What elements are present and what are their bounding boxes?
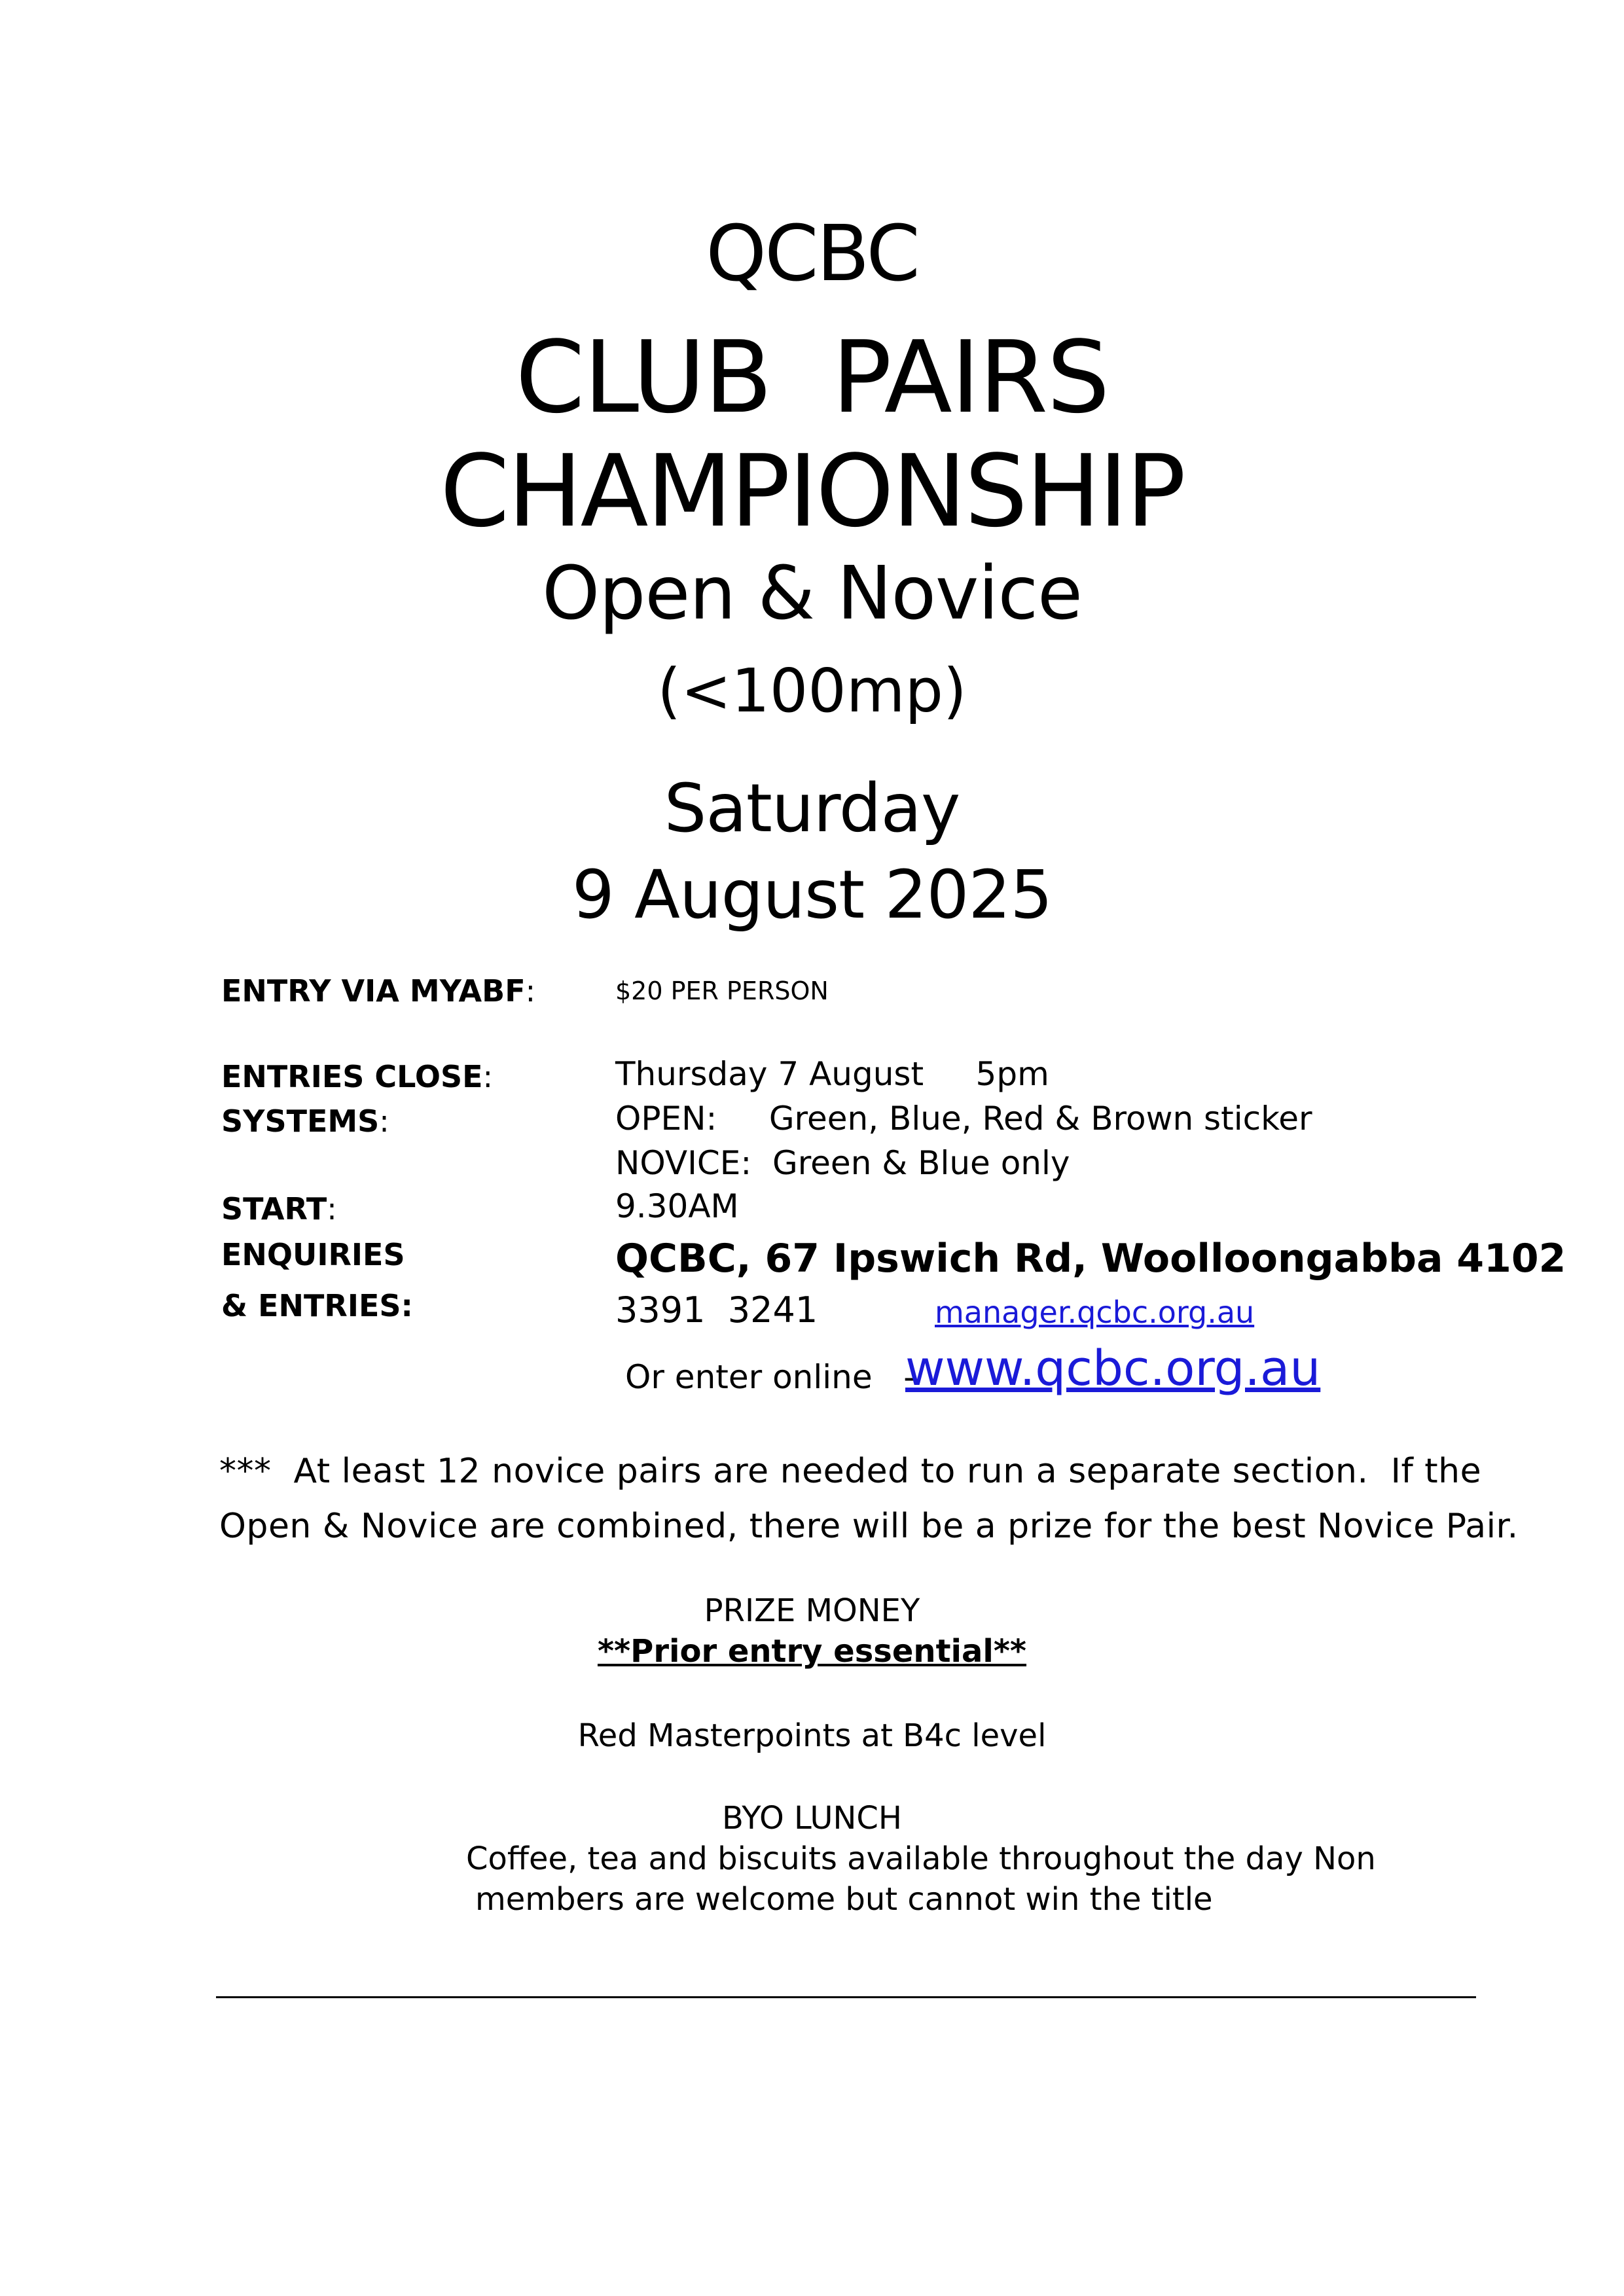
restriction: (<100mp) xyxy=(657,656,967,726)
title-line-1: CLUB PAIRS xyxy=(515,319,1109,435)
prize-money: PRIZE MONEY xyxy=(704,1592,920,1629)
start-label: START: xyxy=(221,1191,337,1227)
systems-label: SYSTEMS: xyxy=(221,1103,389,1139)
event-day: Saturday xyxy=(664,770,960,848)
entry-label: ENTRY VIA MYABF: xyxy=(221,973,536,1009)
novice-note-line-1: *** At least 12 novice pairs are needed to run a separate section. If the xyxy=(219,1452,1482,1491)
enquiries-label: ENQUIRIES xyxy=(221,1237,405,1272)
masterpoints: Red Masterpoints at B4c level xyxy=(577,1717,1047,1754)
title-line-2: CHAMPIONSHIP xyxy=(440,433,1184,549)
entries-label: & ENTRIES: xyxy=(221,1288,413,1323)
refreshments-line-2: members are welcome but cannot win the title xyxy=(475,1881,1213,1918)
bottom-divider xyxy=(216,1996,1476,1998)
venue-address: QCBC, 67 Ipswich Rd, Woolloongabba 4102 xyxy=(615,1236,1566,1282)
novice-note-line-2: Open & Novice are combined, there will be a prize for the best Novice Pair. xyxy=(219,1507,1519,1546)
online-text: Or enter online - xyxy=(625,1358,916,1396)
byo-lunch: BYO LUNCH xyxy=(721,1800,903,1837)
close-date: Thursday 7 August 5pm xyxy=(615,1055,1049,1093)
subtitle: Open & Novice xyxy=(542,551,1082,636)
phone-number: 3391 3241 xyxy=(615,1289,818,1331)
close-label: ENTRIES CLOSE: xyxy=(221,1059,493,1094)
website-link[interactable]: www.qcbc.org.au xyxy=(905,1340,1321,1397)
start-time: 9.30AM xyxy=(615,1187,739,1225)
org-name: QCBC xyxy=(706,208,918,298)
event-date: 9 August 2025 xyxy=(571,856,1053,934)
systems-novice: NOVICE: Green & Blue only xyxy=(615,1144,1070,1182)
email-link[interactable]: manager.qcbc.org.au xyxy=(935,1295,1255,1330)
prior-entry: **Prior entry essential** xyxy=(597,1633,1027,1670)
refreshments-line-1: Coffee, tea and biscuits available throughout the day Non xyxy=(466,1840,1376,1877)
entry-fee: $20 PER PERSON xyxy=(615,977,829,1005)
systems-open: OPEN: Green, Blue, Red & Brown sticker xyxy=(615,1100,1312,1138)
